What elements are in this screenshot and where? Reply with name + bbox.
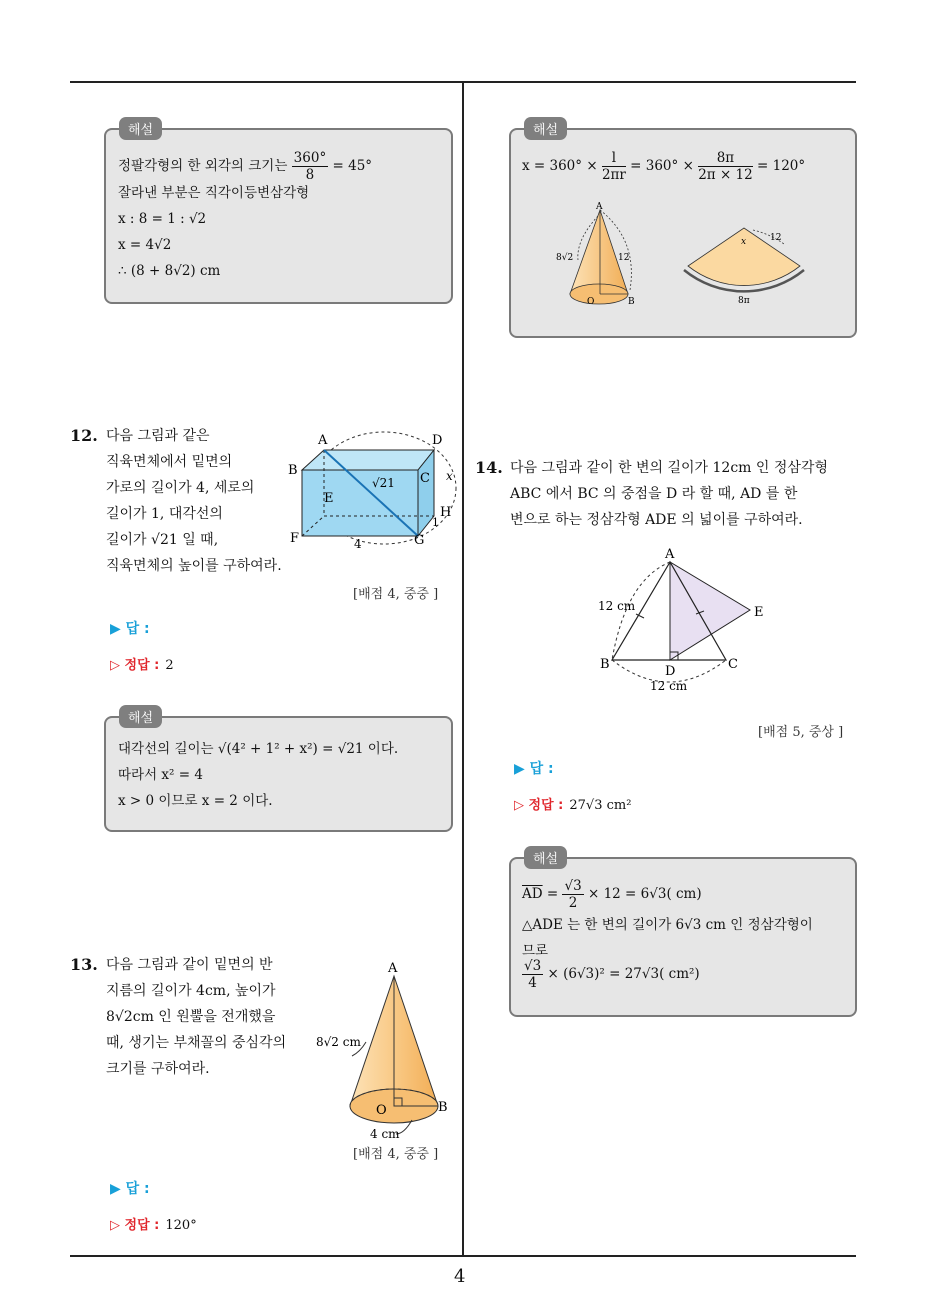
correct-answer-q12: ▷ 정답 : 2 bbox=[110, 658, 174, 673]
label-A: A bbox=[596, 202, 603, 212]
solution-line-1: 정팔각형의 한 외각의 크기는 $\frac{360^\circ}{8}$ = 45° bbox=[118, 150, 373, 183]
label-G: G bbox=[414, 533, 425, 548]
solution-line-3: 므로 bbox=[522, 943, 549, 959]
question-number-12: 12. bbox=[70, 426, 98, 445]
solution-line-4: x = 4√2 bbox=[118, 237, 172, 253]
label-slant: 8√2 bbox=[556, 253, 574, 263]
question-number-13: 13. bbox=[70, 955, 98, 974]
solution-line-5: ∴ (8 + 8√2) cm bbox=[118, 263, 221, 279]
label-A: A bbox=[388, 961, 398, 976]
label-base: 12 cm bbox=[650, 679, 688, 693]
column-divider bbox=[462, 81, 464, 1257]
solution-line-2: 따라서 x² = 4 bbox=[118, 767, 203, 783]
score-q12: [배점 4, 중중 ] bbox=[353, 587, 439, 602]
question-13-text: 다음 그림과 같이 밑면의 반 지름의 길이가 4cm, 높이가 8√2cm 인 원뿔을 전개했을 때, 생기는 부채꼴의 중심각의 크기를 구하여라. bbox=[106, 957, 287, 1077]
score-q13: [배점 4, 중중 ] bbox=[353, 1147, 439, 1162]
question-12-text: 다음 그림과 같은 직육면체에서 밑면의 가로의 길이가 4, 세로의 길이가 1, 대각선의 길이가 √21 일 때, 직육면체의 높이를 구하여라. bbox=[106, 428, 282, 574]
cone-net-figure bbox=[548, 200, 818, 316]
solution-line-4: $\frac{√3}{4}$ × (6√3)² = 27√3( cm²) bbox=[524, 958, 700, 991]
cuboid-figure bbox=[286, 428, 462, 552]
solution-line-1: 대각선의 길이는 √(4² + 1² + x²) = √21 이다. bbox=[118, 741, 399, 757]
label-O: O bbox=[376, 1103, 387, 1118]
score-q14: [배점 5, 중상 ] bbox=[758, 725, 844, 740]
label-B: B bbox=[600, 657, 610, 672]
label-B: B bbox=[628, 297, 635, 307]
label-A: A bbox=[318, 433, 328, 448]
solution-equation: x = 360° × $\frac{l}{2\pi r}$ = 360° × $\frac{8\pi}{2\pi \times 12}$ = 120° bbox=[522, 150, 806, 183]
cone-figure bbox=[312, 956, 462, 1146]
solution-line-2: △ADE 는 한 변의 길이가 6√3 cm 인 정삼각형이 bbox=[522, 917, 813, 933]
page-number: 4 bbox=[454, 1266, 466, 1287]
question-number-14: 14. bbox=[475, 458, 503, 477]
solution-tab: 해설 bbox=[524, 846, 567, 869]
label-A: A bbox=[665, 547, 675, 562]
label-four: 4 bbox=[354, 537, 362, 551]
triangle-figure bbox=[596, 544, 776, 694]
label-H: H bbox=[440, 505, 452, 520]
answer-label-q13: ▶ 답 : bbox=[110, 1181, 150, 1197]
answer-label-q12: ▶ 답 : bbox=[110, 621, 150, 637]
label-slant: 8√2 cm bbox=[316, 1035, 361, 1049]
label-side: 12 bbox=[618, 253, 630, 263]
solution-tab: 해설 bbox=[119, 705, 162, 728]
answer-label-q14: ▶ 답 : bbox=[514, 761, 554, 777]
label-x: x bbox=[446, 469, 453, 483]
solution-line-1: $\overline{AD}$ = $\frac{√3}{2}$ × 12 = 6√3( cm) bbox=[522, 878, 702, 911]
label-C: C bbox=[728, 657, 738, 672]
label-one: 1 bbox=[432, 516, 439, 529]
label-D: D bbox=[432, 433, 443, 448]
label-B: B bbox=[288, 463, 298, 478]
correct-answer-q14: ▷ 정답 : 27√3 cm² bbox=[514, 798, 632, 813]
solution-line-3: x > 0 이므로 x = 2 이다. bbox=[118, 793, 273, 809]
label-E: E bbox=[324, 491, 334, 506]
label-x: x bbox=[741, 237, 747, 247]
label-O: O bbox=[587, 297, 595, 307]
label-side: 12 cm bbox=[598, 599, 636, 613]
bottom-rule bbox=[70, 1255, 856, 1257]
label-E: E bbox=[754, 605, 764, 620]
label-arc: 8π bbox=[738, 296, 750, 306]
solution-line-3: x : 8 = 1 : √2 bbox=[118, 211, 207, 227]
correct-answer-q13: ▷ 정답 : 120° bbox=[110, 1218, 197, 1233]
question-14-text: 다음 그림과 같이 한 변의 길이가 12cm 인 정삼각형 ABC 에서 BC 의 중점을 D 라 할 때, AD 를 한 변으로 하는 정삼각형 ADE 의 넓이를 구하여라. bbox=[510, 460, 828, 528]
solution-line-2: 잘라낸 부분은 직각이등변삼각형 bbox=[118, 185, 310, 201]
solution-tab: 해설 bbox=[119, 117, 162, 140]
label-B: B bbox=[438, 1100, 448, 1115]
label-C: C bbox=[420, 471, 430, 486]
label-radius: 12 bbox=[770, 233, 782, 243]
label-radius: 4 cm bbox=[370, 1127, 400, 1141]
label-F: F bbox=[290, 531, 300, 546]
label-D: D bbox=[665, 664, 676, 679]
label-diagonal: √21 bbox=[372, 476, 395, 490]
solution-tab: 해설 bbox=[524, 117, 567, 140]
